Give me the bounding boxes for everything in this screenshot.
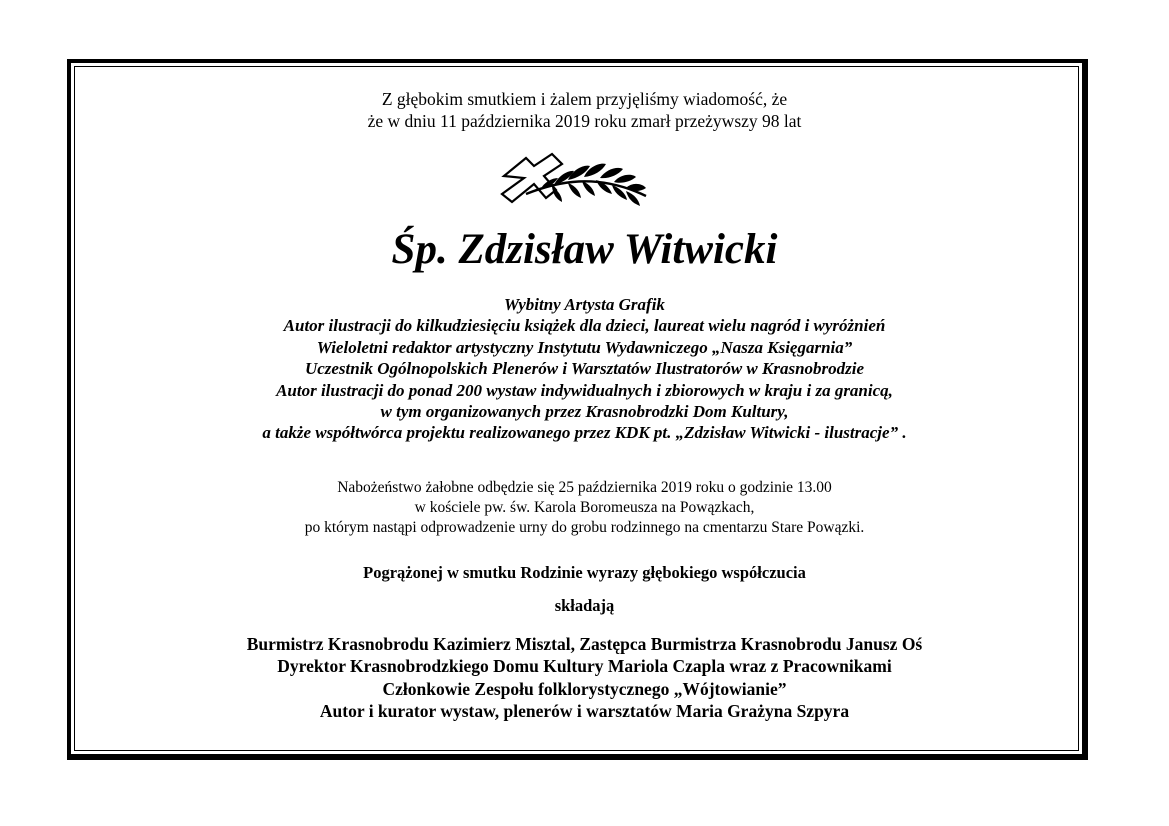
cross-with-palm-branch-icon [496,152,662,210]
signatories-list [0,633,1169,722]
role-line: Autor ilustracji do kilkudziesięciu książek dla dzieci, laureat wielu nagród i wyróżnień [283,316,886,336]
funeral-service-info [0,478,1169,538]
service-line: Nabożeństwo żałobne odbędzie się 25 października 2019 roku o godzinie 13.00 [337,479,832,496]
role-line: Autor ilustracji do ponad 200 wystaw indywidualnych i zbiorowych w kraju i za granicą, [276,380,893,400]
signatory-line: Dyrektor Krasnobrodzkiego Domu Kultury Mariola Czapla wraz z Pracownikami [277,656,892,677]
submitted-by-label: składają [554,596,615,615]
service-line: po którym nastąpi odprowadzenie urny do grobu rodzinnego na cmentarzu Stare Powązki. [304,519,865,536]
signatory-line: Autor i kurator wystaw, plenerów i warsztatów Maria Grażyna Szpyra [319,700,850,721]
intro-text [0,88,1169,132]
roles-list [0,294,1169,444]
role-line: Wybitny Artysta Grafik [504,295,665,314]
intro-line: że w dniu 11 października 2019 roku zmarł przeżywszy 98 lat [367,111,802,131]
role-line: Wieloletni redaktor artystyczny Instytutu Wydawniczego „Nasza Księgarnia” [316,337,853,357]
signatory-line: Burmistrz Krasnobrodu Kazimierz Misztal, Zastępca Burmistrza Krasnobrodu Janusz Oś [246,634,923,654]
condolence-text: Pogrążonej w smutku Rodzinie wyrazy głębokiego współczucia [363,563,806,582]
signatory-line: Członkowie Zespołu folklorystycznego „Wójtowianie” [382,678,787,699]
service-line: w kościele pw. św. Karola Boromeusza na Powązkach, [414,499,755,516]
intro-line: Z głębokim smutkiem i żalem przyjęliśmy wiadomość, że [381,89,788,109]
deceased-name: Śp. Zdzisław Witwicki [391,226,778,273]
role-line: w tym organizowanych przez Krasnobrodzki Dom Kultury, [380,402,789,422]
role-line: a także współtwórca projektu realizowanego przez KDK pt. „Zdzisław Witwicki - ilustracje” . [262,423,907,443]
role-line: Uczestnik Ogólnopolskich Plenerów i Warsztatów Ilustratorów w Krasnobrodzie [304,359,865,379]
